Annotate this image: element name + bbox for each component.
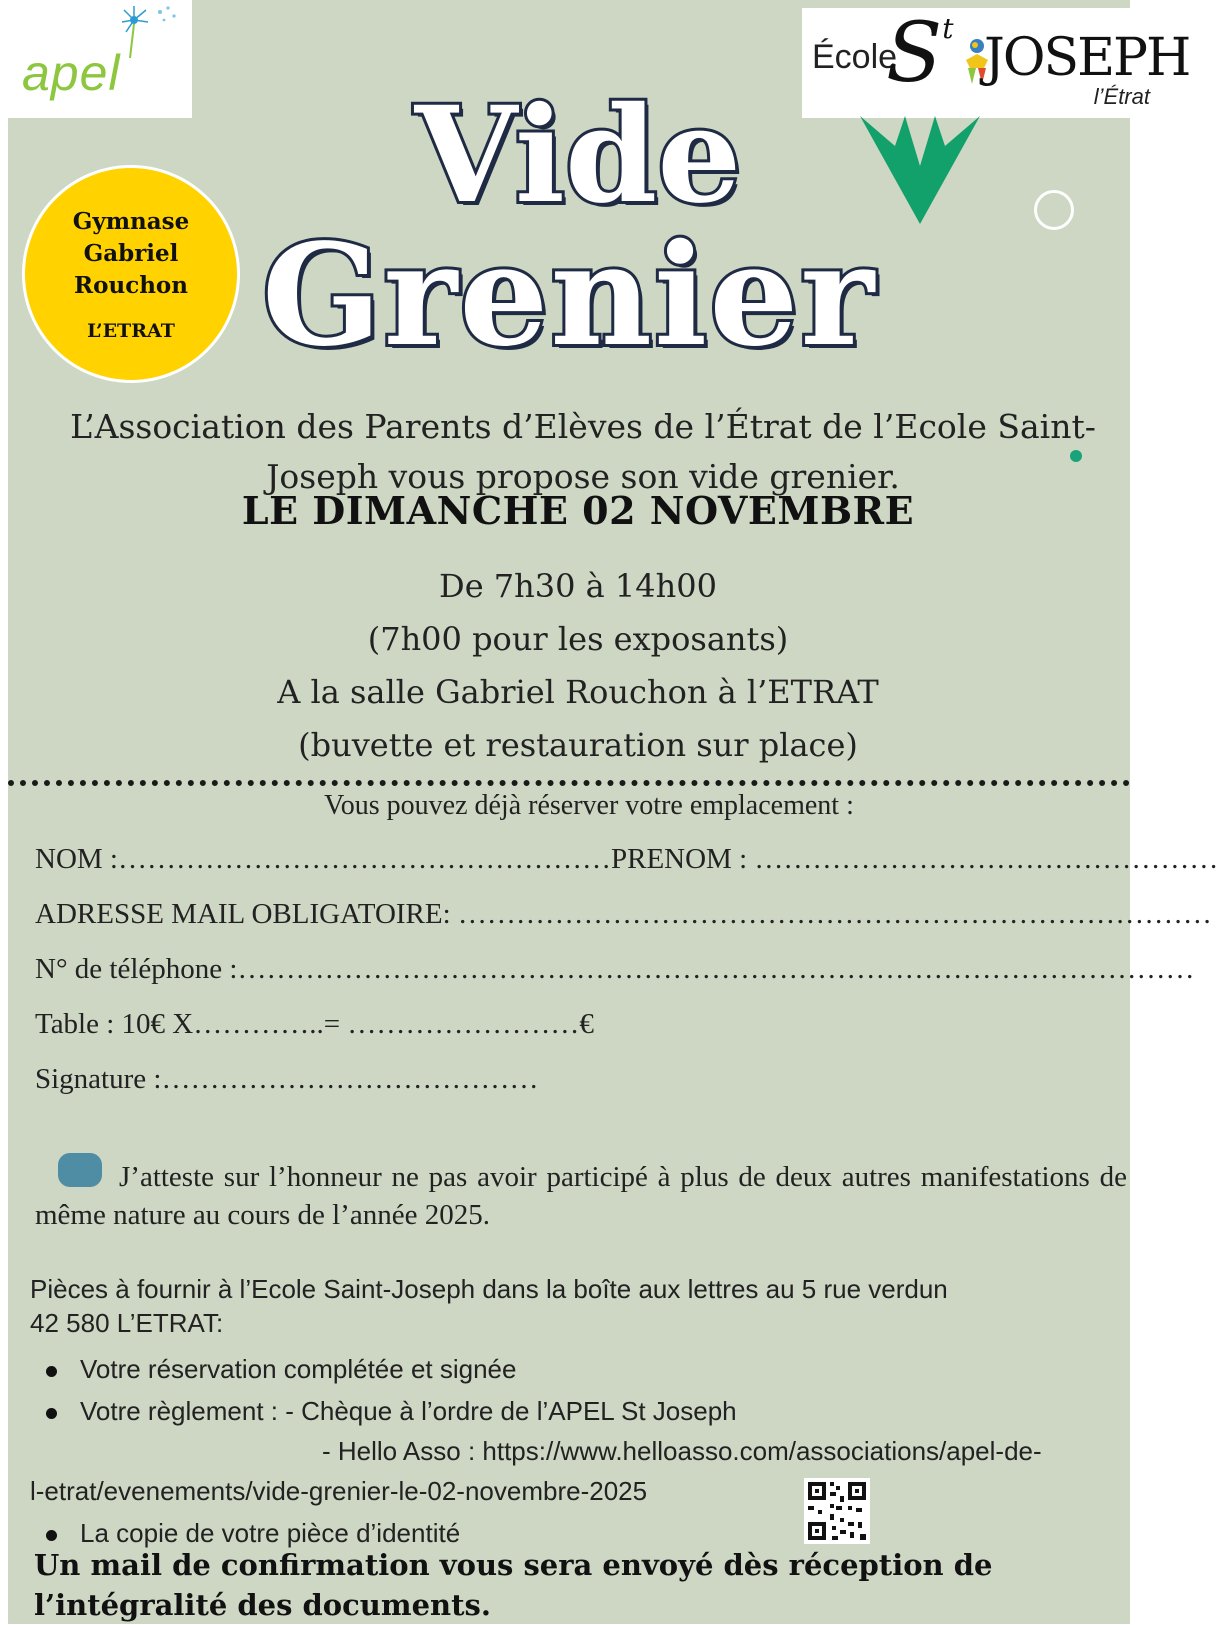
dandelion-icon bbox=[104, 2, 184, 58]
badge-line-2: Gabriel bbox=[83, 240, 179, 267]
title-grenier: Grenier bbox=[261, 214, 877, 378]
school-logo-joseph: JOSEPH bbox=[984, 28, 1190, 88]
document-item-2-helloasso[interactable]: - Hello Asso : https://www.helloasso.com/associations/apel-de- bbox=[322, 1436, 1042, 1466]
signature-field[interactable]: Signature :………………………………… bbox=[35, 1063, 539, 1095]
apel-logo-text: apel bbox=[22, 45, 121, 101]
attestation-text: J’atteste sur l’honneur ne pas avoir participé à plus de deux autres manifestations de même nature au cours de l’année 2025. bbox=[35, 1161, 1127, 1231]
confirmation-note: Un mail de confirmation vous sera envoyé dès réception de l’intégralité des documents. bbox=[34, 1548, 993, 1622]
documents-intro-line-1: Pièces à fournir à l’Ecole Saint-Joseph dans la boîte aux lettres au 5 rue verdun bbox=[30, 1274, 948, 1304]
school-logo-st: $S^t$ bbox=[886, 6, 954, 101]
school-logo-city: l’Étrat bbox=[1093, 84, 1150, 109]
bullet-icon bbox=[46, 1408, 57, 1419]
badge-line-1: Gymnase bbox=[72, 208, 190, 235]
bullet-icon bbox=[46, 1530, 57, 1541]
document-item-2-link[interactable]: l-etrat/evenements/vide-grenier-le-02-novembre-2025 bbox=[30, 1476, 648, 1506]
event-info bbox=[8, 560, 1148, 772]
event-exhibitors: (7h00 pour les exposants) bbox=[367, 620, 789, 658]
bullet-icon bbox=[46, 1366, 57, 1377]
intro-text bbox=[28, 402, 1138, 502]
badge-city: L’ETRAT bbox=[87, 320, 175, 342]
event-date: LE DIMANCHE 02 NOVEMBRE bbox=[241, 488, 915, 533]
flyer bbox=[8, 0, 1218, 1624]
qr-code-icon[interactable] bbox=[804, 1478, 870, 1544]
intro-line-2: Joseph vous propose son vide grenier. bbox=[266, 457, 900, 496]
document-item-3: La copie de votre pièce d’identité bbox=[80, 1518, 460, 1549]
document-item-1: Votre réservation complétée et signée bbox=[80, 1354, 516, 1385]
event-food: (buvette et restauration sur place) bbox=[298, 726, 858, 764]
documents-intro-line-2: 42 580 L’ETRAT: bbox=[30, 1308, 224, 1338]
documents-intro bbox=[30, 1272, 1130, 1340]
title-vide: Vide bbox=[414, 78, 742, 233]
document-item-2: Votre règlement : - Chèque à l’ordre de l’APEL St Joseph bbox=[80, 1396, 737, 1427]
table-field[interactable]: Table : 10€ X…………..= ……………………€ bbox=[35, 1008, 594, 1040]
phone-field[interactable]: N° de téléphone :……………………………………………………………………………………… bbox=[35, 953, 1195, 985]
intro-line-1: L’Association des Parents d’Elèves de l’Étrat de l’Ecole Saint- bbox=[70, 407, 1096, 446]
name-field[interactable]: NOM :……………………………………………PRENOM : ………………………………………… bbox=[35, 843, 1218, 875]
event-place: A la salle Gabriel Rouchon à l’ETRAT bbox=[277, 673, 879, 711]
email-field[interactable]: ADRESSE MAIL OBLIGATOIRE: …………………………………………………………………… bbox=[35, 898, 1212, 930]
dotted-separator bbox=[8, 780, 1130, 786]
event-hours: De 7h30 à 14h00 bbox=[439, 567, 717, 605]
form-heading: Vous pouvez déjà réserver votre emplacement : bbox=[324, 790, 854, 821]
school-logo-ecole: École bbox=[812, 38, 898, 76]
badge-line-3: Rouchon bbox=[74, 272, 188, 299]
